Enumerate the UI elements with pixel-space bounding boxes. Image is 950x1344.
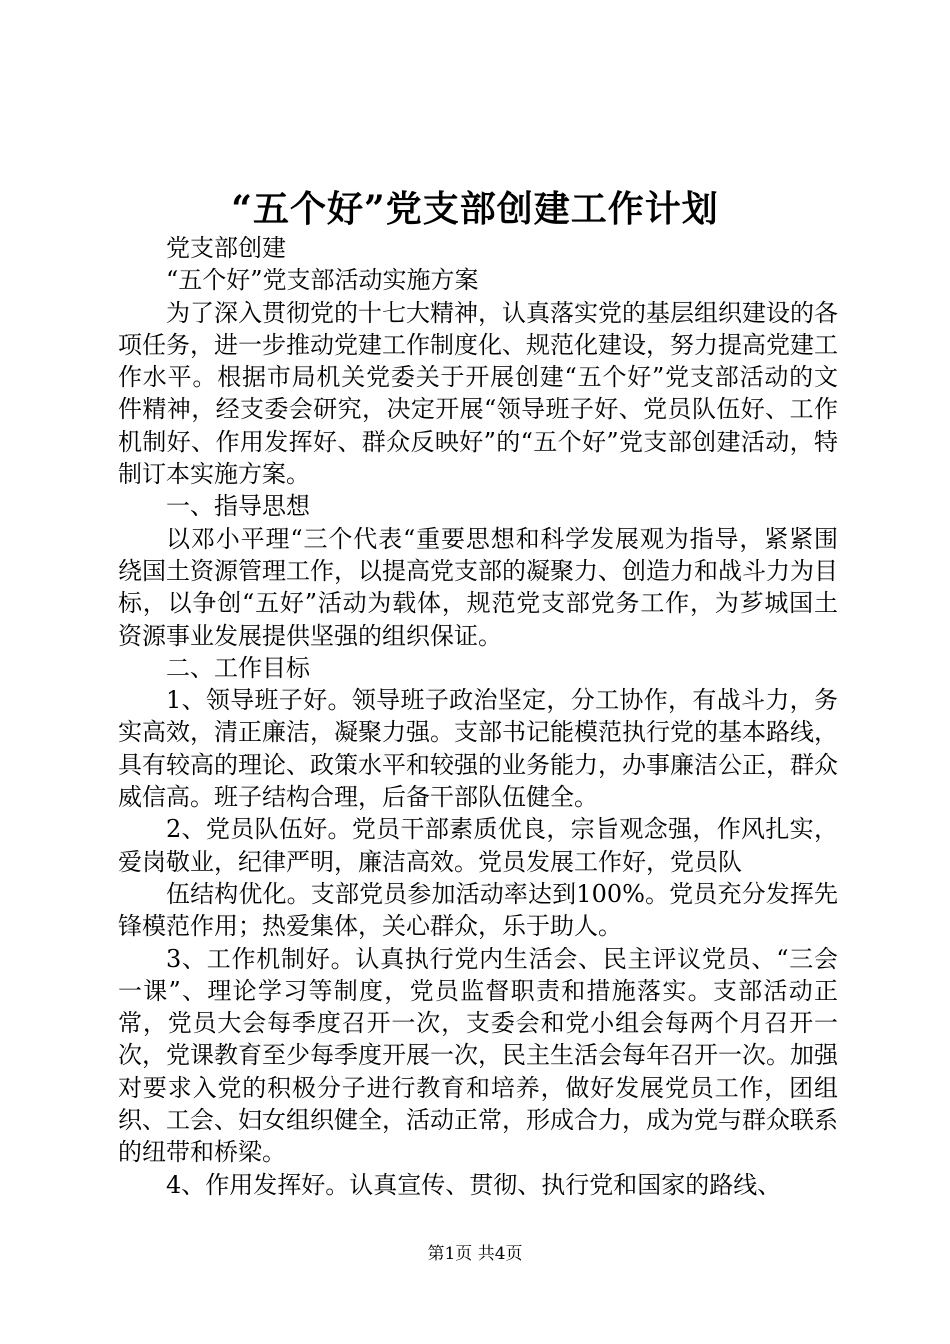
paragraph-goal-3: 3、工作机制好。认真执行党内生活会、民主评议党员、“三会一课”、理论学习等制度，党员监督职责和措施落实。支部活动正常，党员大会每季度召开一次，支委会和党小组会每两个月召开一次，党课教育至少每季度开展一次，民主生活会每年召开一次。加强对要求入党的积极分子进行教育和培养，做好发展党员工作，团组织、工会、妇女组织健全，活动正常，形成合力，成为党与群众联系的纽带和桥梁。 [118, 944, 838, 1167]
page-number-footer: 第1页 共4页 [427, 1244, 523, 1264]
paragraph-guiding-thought: 以邓小平理“三个代表“重要思想和科学发展观为指导，紧紧围绕国土资源管理工作，以提高党支部的凝聚力、创造力和战斗力为目标，以争创“五好”活动为载体，规范党支部党务工作，为芗城国土资源事业发展提供坚强的组织保证。 [118, 524, 838, 650]
heading-guiding-thought: 一、指导思想 [166, 492, 310, 521]
paragraph-subtitle-2: “五个好”党支部活动实施方案 [166, 266, 479, 295]
document-title: “五个好”党支部创建工作计划 [231, 188, 719, 230]
paragraph-goal-2: 2、党员队伍好。党员干部素质优良，宗旨观念强，作风扎实，爱岗敬业，纪律严明，廉洁高效。党员发展工作好，党员队 [118, 815, 838, 876]
paragraph-goal-2-cont: 伍结构优化。支部党员参加活动率达到100%。党员充分发挥先锋模范作用；热爱集体，关心群众，乐于助人。 [118, 879, 838, 941]
paragraph-subtitle-1: 党支部创建 [166, 234, 286, 262]
paragraph-goal-1: 1、领导班子好。领导班子政治坚定，分工协作，有战斗力，务实高效，清正廉洁，凝聚力强。支部书记能模范执行党的基本路线，具有较高的理论、政策水平和较强的业务能力，办事廉洁公正，群众威信高。班子结构合理，后备干部队伍健全。 [118, 686, 838, 812]
paragraph-intro: 为了深入贯彻党的十七大精神，认真落实党的基层组织建设的各项任务，进一步推动党建工作制度化、规范化建设，努力提高党建工作水平。根据市局机关党委关于开展创建“五个好”党支部活动的文件精神，经支委会研究，决定开展“领导班子好、党员队伍好、工作机制好、作用发挥好、群众反映好”的“五个好”党支部创建活动，特制订本实施方案。 [118, 298, 838, 489]
document-body [118, 232, 838, 1201]
paragraph-goal-4: 4、作用发挥好。认真宣传、贯彻、执行党和国家的路线、 [166, 1170, 782, 1199]
heading-work-goals: 二、工作目标 [166, 653, 310, 682]
